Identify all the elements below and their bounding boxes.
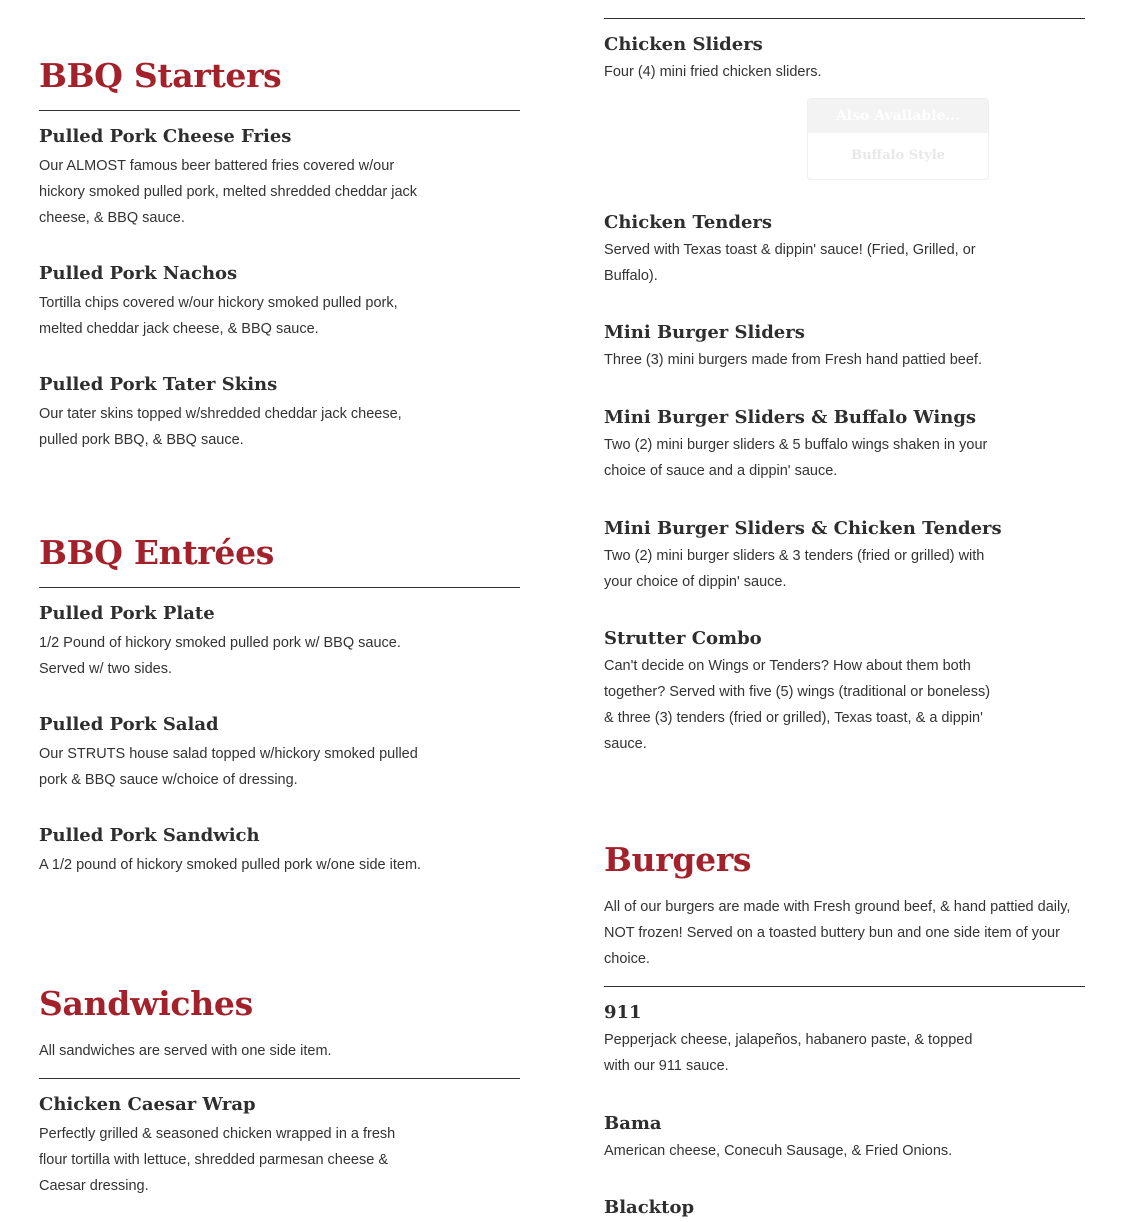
menu-item [604,211,992,289]
item-description: Pepperjack cheese, jalapeños, habanero paste, & topped with our 911 sauce. [604,1032,973,1074]
item-name: 911 [604,1002,642,1023]
item-description: Perfectly grilled & seasoned chicken wrapped in a fresh flour tortilla with lettuce, shredded parmesan cheese & Caesar dressing. [39,1126,396,1194]
menu-item [604,627,992,757]
section-intro: All of our burgers are made with Fresh ground beef, & hand pattied daily, NOT frozen! Served on a toasted buttery bun and one side item of your choice. [604,899,1071,967]
item-name: Pulled Pork Cheese Fries [39,126,292,147]
item-description: American cheese, Conecuh Sausage, & Fried Onions. [604,1143,953,1159]
menu-item [39,262,427,342]
menu-item [604,321,1004,373]
menu-item [604,1001,992,1079]
section-title-bbq-entrees: BBQ Entrées [39,533,275,572]
menu-item [604,33,992,85]
section-divider [39,587,520,588]
menu-item [39,713,427,793]
item-description: Two (2) mini burger sliders & 3 tenders (fried or grilled) with your choice of dippin' sauce. [604,548,985,590]
item-description: Can't decide on Wings or Tenders? How about them both together? Served with five (5) wings (traditional or boneless) & three (3) tenders (fried or grilled), Texas toast, & a dippin' sauce. [604,658,991,752]
menu-item [39,373,427,453]
item-name: Chicken Caesar Wrap [39,1094,256,1115]
item-name: Blacktop [604,1197,695,1218]
menu-item [39,1093,427,1199]
menu-item [39,602,427,682]
item-name: Chicken Sliders [604,34,763,55]
section-intro: All sandwiches are served with one side item. [39,1043,332,1059]
item-name: Pulled Pork Tater Skins [39,374,278,395]
item-name: Pulled Pork Plate [39,603,215,624]
item-description: Four (4) mini fried chicken sliders. [604,64,822,80]
also-available-option: Buffalo Style [851,148,945,163]
item-description: Three (3) mini burgers made from Fresh hand pattied beef. [604,352,982,368]
also-available-heading: Also Available... [808,99,988,133]
section-divider [604,18,1085,19]
item-description: Served with Texas toast & dippin' sauce! (Fried, Grilled, or Buffalo). [604,242,976,284]
also-available-box [807,98,989,180]
item-name: Bama [604,1113,662,1134]
item-description: Our ALMOST famous beer battered fries covered w/our hickory smoked pulled pork, melted shredded cheddar jack cheese, & BBQ sauce. [39,158,418,226]
section-title-sandwiches: Sandwiches [39,984,253,1023]
menu-item [604,517,1002,595]
item-name: Mini Burger Sliders [604,322,805,343]
item-description: Our tater skins topped w/shredded cheddar jack cheese, pulled pork BBQ, & BBQ sauce. [39,406,402,448]
section-divider [39,110,520,111]
item-description: Our STRUTS house salad topped w/hickory smoked pulled pork & BBQ sauce w/choice of dressing. [39,746,418,788]
item-name: Mini Burger Sliders & Chicken Tenders [604,518,1002,539]
item-name: Pulled Pork Sandwich [39,825,260,846]
menu-item [604,1196,694,1220]
item-description: Tortilla chips covered w/our hickory smoked pulled pork, melted cheddar jack cheese, & BBQ sauce. [39,295,398,337]
item-description: Two (2) mini burger sliders & 5 buffalo wings shaken in your choice of sauce and a dippin' sauce. [604,437,988,479]
item-name: Strutter Combo [604,628,762,649]
menu-item [604,1112,1004,1164]
section-title-bbq-starters: BBQ Starters [39,56,282,95]
item-description: 1/2 Pound of hickory smoked pulled pork w/ BBQ sauce. Served w/ two sides. [39,635,401,677]
item-name: Pulled Pork Nachos [39,263,238,284]
menu-item [39,824,427,878]
item-name: Chicken Tenders [604,212,773,233]
menu-item [604,406,992,484]
section-title-burgers: Burgers [604,840,752,879]
section-divider [39,1078,520,1079]
section-divider [604,986,1085,987]
item-description: A 1/2 pound of hickory smoked pulled pork w/one side item. [39,857,422,873]
menu-item [39,125,427,231]
item-name: Mini Burger Sliders & Buffalo Wings [604,407,977,428]
item-name: Pulled Pork Salad [39,714,219,735]
